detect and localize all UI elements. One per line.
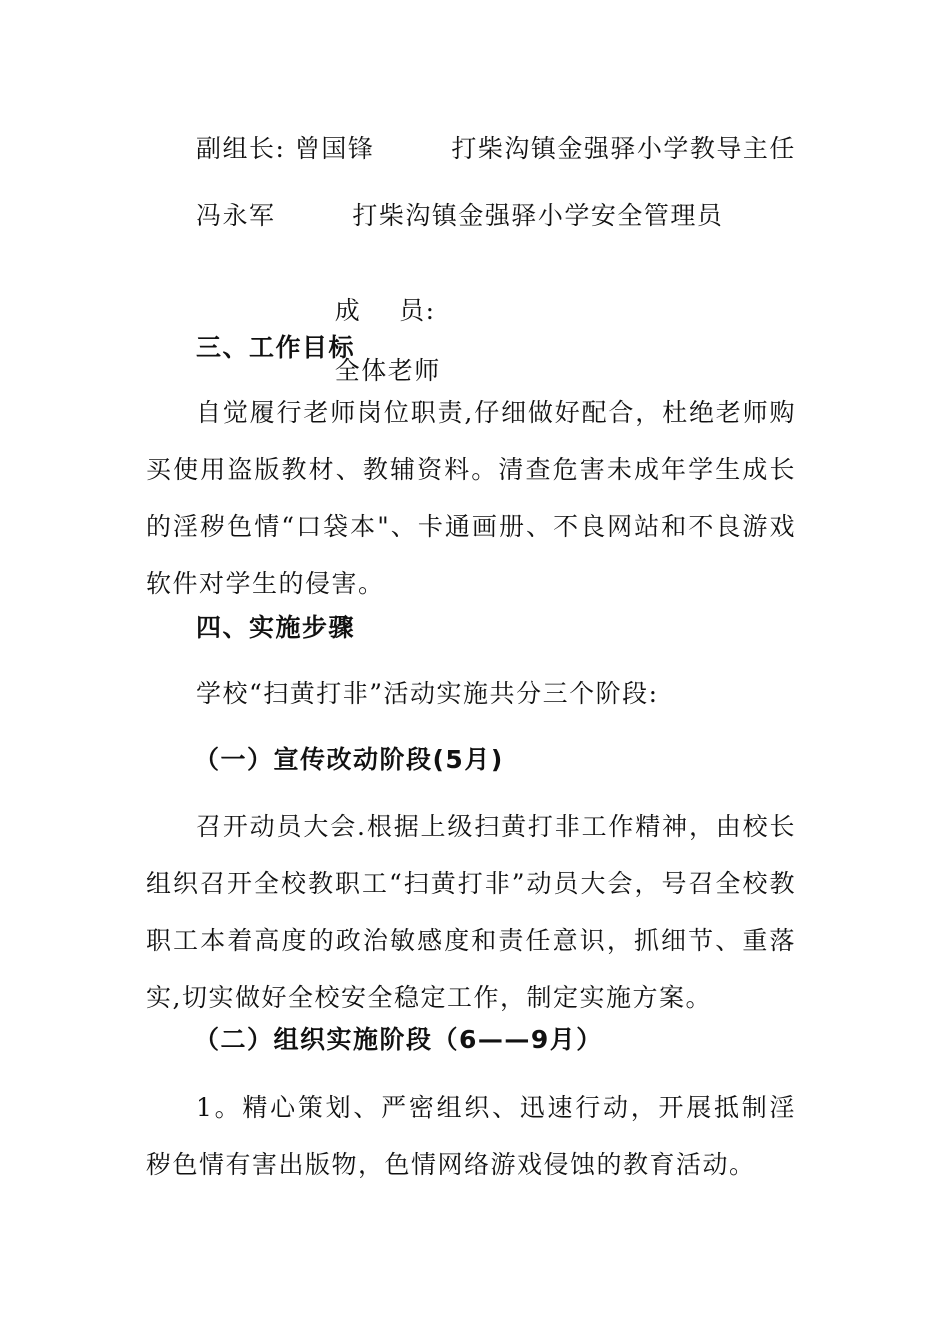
phase1-paragraph: 召开动员大会.根据上级扫黄打非工作精神，由校长组织召开全校教职工“扫黄打非”动员大会，号召全校教职工本着高度的政治敏感度和责任意识，抓细节、重落实,切实做好全校安全稳定工作，制定实施方案。 [146,812,796,1012]
deputy-leader-name: 曾国锋 [294,134,375,163]
member-line [196,201,723,231]
members-value: 全体老师 [334,356,441,385]
steps-heading: 四、实施步骤 [196,613,356,642]
goal-heading: 三、工作目标 [196,333,356,362]
deputy-leader-line [196,134,796,164]
deputy-leader-label: 副组长: [196,134,286,163]
steps-intro: 学校“扫黄打非”活动实施共分三个阶段: [196,679,659,708]
goal-paragraph: 自觉履行老师岗位职责,仔细做好配合，杜绝老师购买使用盗版教材、教辅资料。清查危害未成年学生成长的淫秽色情“口袋本"、卡通画册、不良网站和不良游戏软件对学生的侵害。 [146,398,796,598]
member-title: 打柴沟镇金强驿小学安全管理员 [352,201,724,230]
deputy-leader-title: 打柴沟镇金强驿小学教导主任 [451,134,796,163]
phase2-heading: （二）组织实施阶段（6——9月） [194,1025,603,1054]
phase1-heading: （一）宣传改动阶段(5月) [194,745,504,774]
item1-paragraph: 1。精心策划、严密组织、迅速行动，开展抵制淫秽色情有害出版物，色情网络游戏侵蚀的教育活动。 [146,1093,796,1179]
members-label: 成 员: [334,296,436,325]
member-name: 冯永军 [196,201,276,230]
